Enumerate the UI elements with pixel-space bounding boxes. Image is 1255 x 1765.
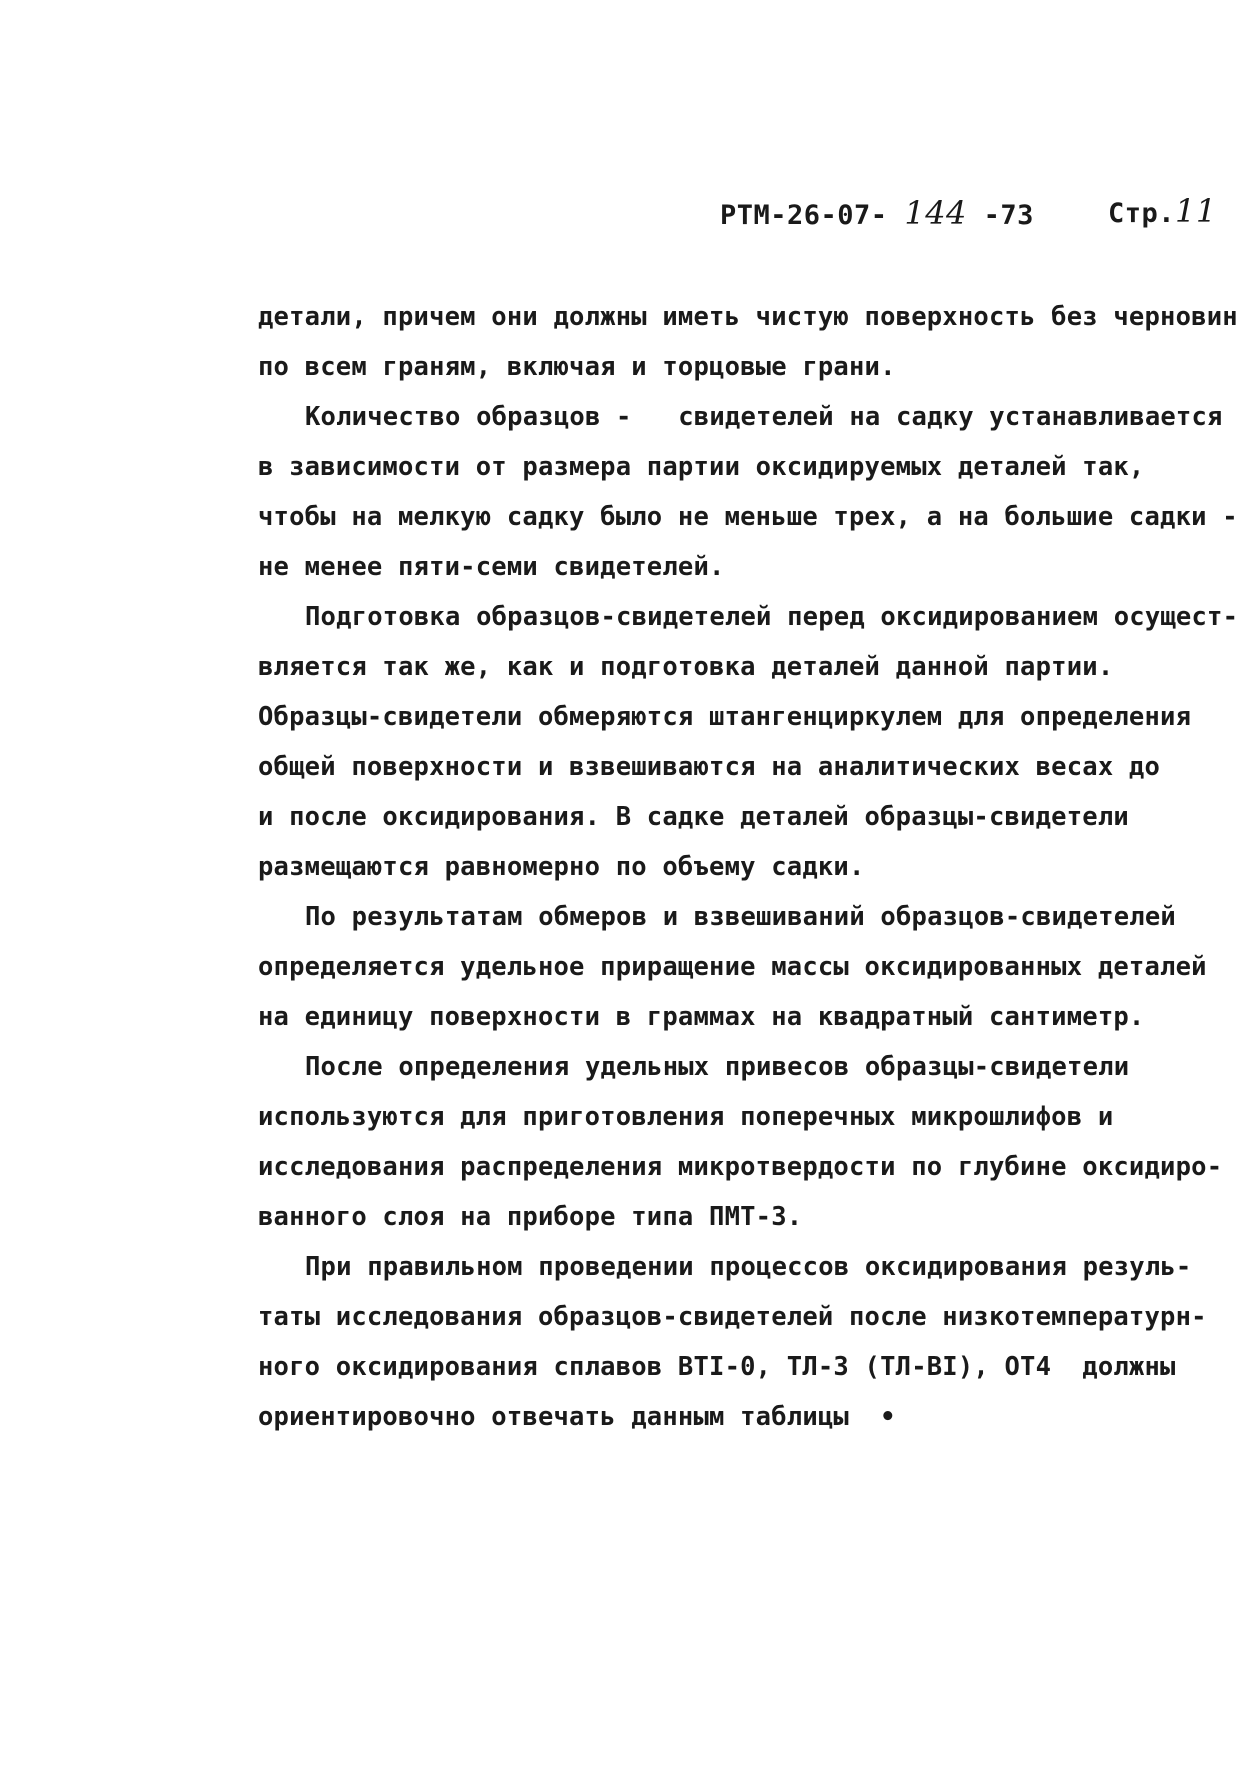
page-number-handwritten: 11	[1175, 192, 1217, 230]
text-line: таты исследования образцов-свидетелей после низкотемпературн-	[258, 1302, 1207, 1332]
text-line: не менее пяти-семи свидетелей.	[258, 552, 725, 582]
text-line: на единицу поверхности в граммах на квадратный сантиметр.	[258, 1002, 1145, 1032]
document-code	[720, 194, 1034, 232]
paragraph-start-line: После определения удельных привесов образцы-свидетели	[305, 1052, 1130, 1082]
text-line: используются для приготовления поперечных микрошлифов и	[258, 1102, 1114, 1132]
paragraph-start-line: По результатам обмеров и взвешиваний образцов-свидетелей	[305, 902, 1176, 932]
page-number	[1108, 192, 1217, 230]
page-label: Стр.	[1108, 198, 1176, 229]
document-body	[258, 292, 1238, 1442]
text-line: ванного слоя на приборе типа ПМТ-3.	[258, 1202, 803, 1232]
text-line: ориентировочно отвечать данным таблицы •	[258, 1402, 896, 1432]
paragraph-start-line: Количество образцов - свидетелей на садку устанавливается	[305, 402, 1223, 432]
text-line: детали, причем они должны иметь чистую поверхность без черновин	[258, 302, 1238, 332]
page-header	[720, 184, 1217, 234]
paragraph-start-line: Подготовка образцов-свидетелей перед оксидированием осущест-	[305, 602, 1239, 632]
text-line: чтобы на мелкую садку было не меньше трех, а на большие садки -	[258, 502, 1238, 532]
text-line: Образцы-свидетели обмеряются штангенциркулем для определения	[258, 702, 1192, 732]
text-line: в зависимости от размера партии оксидируемых деталей так,	[258, 452, 1145, 482]
document-code-prefix: РТМ-26-07-	[720, 200, 888, 231]
text-line: исследования распределения микротвердости по глубине оксидиро-	[258, 1152, 1223, 1182]
document-code-suffix: -73	[983, 200, 1034, 231]
text-line: и после оксидирования. В садке деталей образцы-свидетели	[258, 802, 1129, 832]
text-line: размещаются равномерно по объему садки.	[258, 852, 865, 882]
text-line: вляется так же, как и подготовка деталей данной партии.	[258, 652, 1114, 682]
text-line: по всем граням, включая и торцовые грани.	[258, 352, 896, 382]
paragraph-start-line: При правильном проведении процессов оксидирования резуль-	[305, 1252, 1192, 1282]
text-line: ного оксидирования сплавов ВТI-0, ТЛ-3 (ТЛ-ВI), ОТ4 должны	[258, 1352, 1176, 1382]
text-line: определяется удельное приращение массы оксидированных деталей	[258, 952, 1207, 982]
document-number-handwritten: 144	[904, 194, 967, 232]
text-line: общей поверхности и взвешиваются на аналитических весах до	[258, 752, 1161, 782]
